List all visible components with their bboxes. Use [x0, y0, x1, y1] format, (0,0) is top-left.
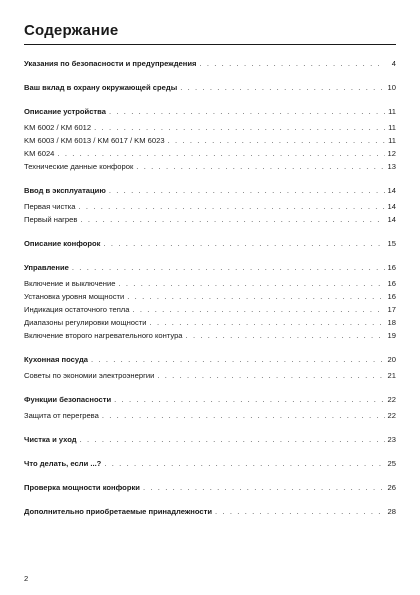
toc-entry-title: Что делать, если ...? — [24, 459, 102, 468]
toc-page-number: 26 — [387, 483, 396, 492]
toc-subentry[interactable] — [24, 329, 396, 342]
toc-page-number: 16 — [387, 263, 396, 272]
toc-entry-title: Ввод в эксплуатацию — [24, 186, 106, 195]
page-number: 2 — [24, 574, 29, 583]
toc-entry-title: KM 6002 / KM 6012 — [24, 123, 92, 132]
page-title: Содержание — [24, 22, 119, 39]
toc-section — [24, 457, 396, 470]
toc-dot-leader — [136, 160, 384, 173]
toc-subentry[interactable] — [24, 290, 396, 303]
toc-section — [24, 481, 396, 494]
title-divider — [24, 44, 396, 45]
toc-dot-leader — [114, 393, 384, 406]
toc-heading-entry[interactable] — [24, 481, 396, 494]
toc-dot-leader — [199, 57, 385, 70]
toc-subentry[interactable] — [24, 160, 396, 173]
toc-page-number: 14 — [387, 202, 396, 211]
toc-page-number: 17 — [387, 305, 396, 314]
toc-entry-title: Защита от перегрева — [24, 411, 99, 420]
toc-page-number: 25 — [387, 459, 396, 468]
toc-dot-leader — [127, 290, 384, 303]
toc-heading-entry[interactable] — [24, 457, 396, 470]
toc-heading-entry[interactable] — [24, 237, 396, 250]
toc-entry-title: Первая чистка — [24, 202, 76, 211]
toc-page-number: 22 — [387, 411, 396, 420]
toc-page-number: 10 — [387, 83, 396, 92]
toc-page-number: 14 — [387, 186, 396, 195]
toc-entry-title: Кухонная посуда — [24, 355, 88, 364]
toc-entry-title: Указания по безопасности и предупреждения — [24, 59, 197, 68]
toc-dot-leader — [180, 81, 384, 94]
toc-dot-leader — [118, 277, 384, 290]
toc-entry-title: Установка уровня мощности — [24, 292, 125, 301]
toc-dot-leader — [103, 237, 384, 250]
toc-section — [24, 433, 396, 446]
toc-entry-title: Включение и выключение — [24, 279, 116, 288]
toc-entry-title: Первый нагрев — [24, 215, 78, 224]
toc-section — [24, 237, 396, 250]
toc-subentry[interactable] — [24, 369, 396, 382]
toc-heading-entry[interactable] — [24, 261, 396, 274]
toc-entry-title: Проверка мощности конфорки — [24, 483, 140, 492]
toc-entry-title: Описание устройства — [24, 107, 106, 116]
toc-entry-title: Советы по экономии электроэнергии — [24, 371, 155, 380]
toc-page-number: 4 — [391, 59, 396, 68]
toc-dot-leader — [57, 147, 384, 160]
toc-page-number: 11 — [388, 136, 396, 145]
toc-section — [24, 261, 396, 342]
toc-dot-leader — [143, 481, 385, 494]
toc-entry-title: Технические данные конфорок — [24, 162, 134, 171]
toc-entry-title: Включение второго нагревательного контура — [24, 331, 183, 340]
toc-entry-title: KM 6003 / KM 6013 / KM 6017 / KM 6023 — [24, 136, 165, 145]
toc-heading-entry[interactable] — [24, 433, 396, 446]
toc-subentry[interactable] — [24, 277, 396, 290]
toc-dot-leader — [102, 409, 385, 422]
toc-heading-entry[interactable] — [24, 81, 396, 94]
toc-heading-entry[interactable] — [24, 105, 396, 118]
toc-entry-title: KM 6024 — [24, 149, 55, 158]
toc-section — [24, 57, 396, 70]
toc-dot-leader — [78, 200, 384, 213]
toc-dot-leader — [104, 457, 384, 470]
toc-subentry[interactable] — [24, 147, 396, 160]
toc-subentry[interactable] — [24, 213, 396, 226]
toc-subentry[interactable] — [24, 200, 396, 213]
toc-page-number: 23 — [387, 435, 396, 444]
toc-dot-leader — [132, 303, 384, 316]
toc-dot-leader — [215, 505, 385, 518]
toc-entry-title: Описание конфорок — [24, 239, 101, 248]
toc-subentry[interactable] — [24, 134, 396, 147]
toc-page-number: 16 — [387, 279, 396, 288]
toc-page-number: 15 — [387, 239, 396, 248]
toc-heading-entry[interactable] — [24, 505, 396, 518]
toc-entry-title: Дополнительно приобретаемые принадлежности — [24, 507, 213, 516]
toc-section — [24, 505, 396, 518]
toc-dot-leader — [109, 184, 385, 197]
toc-dot-leader — [80, 213, 384, 226]
toc-entry-title: Ваш вклад в охрану окружающей среды — [24, 83, 178, 92]
toc-section — [24, 81, 396, 94]
toc-section — [24, 105, 396, 173]
toc-section — [24, 184, 396, 226]
toc-page-number: 18 — [387, 318, 396, 327]
toc-page-number: 22 — [387, 395, 396, 404]
toc-page-number: 14 — [387, 215, 396, 224]
toc-page-number: 16 — [387, 292, 396, 301]
toc-section — [24, 393, 396, 422]
toc-dot-leader — [72, 261, 385, 274]
toc-dot-leader — [186, 329, 385, 342]
toc-page-number: 21 — [387, 371, 396, 380]
toc-entry-title: Диапазоны регулировки мощности — [24, 318, 147, 327]
toc-heading-entry[interactable] — [24, 393, 396, 406]
toc-page-number: 19 — [387, 331, 396, 340]
toc-dot-leader — [168, 134, 385, 147]
toc-heading-entry[interactable] — [24, 57, 396, 70]
toc-heading-entry[interactable] — [24, 184, 396, 197]
toc-page-number: 20 — [387, 355, 396, 364]
toc-subentry[interactable] — [24, 121, 396, 134]
toc-dot-leader — [157, 369, 384, 382]
toc-page-number: 11 — [388, 123, 396, 132]
toc-dot-leader — [94, 121, 385, 134]
toc-page-number: 13 — [387, 162, 396, 171]
toc-dot-leader — [150, 316, 385, 329]
toc-page-number: 28 — [387, 507, 396, 516]
toc-entry-title: Функции безопасности — [24, 395, 112, 404]
table-of-contents — [24, 57, 396, 529]
toc-entry-title: Чистка и уход — [24, 435, 77, 444]
toc-heading-entry[interactable] — [24, 353, 396, 366]
toc-section — [24, 353, 396, 382]
toc-subentry[interactable] — [24, 303, 396, 316]
toc-subentry[interactable] — [24, 409, 396, 422]
toc-entry-title: Индикация остаточного тепла — [24, 305, 130, 314]
toc-entry-title: Управление — [24, 263, 69, 272]
toc-dot-leader — [91, 353, 385, 366]
toc-dot-leader — [109, 105, 385, 118]
toc-dot-leader — [80, 433, 385, 446]
toc-page-number: 11 — [388, 107, 396, 116]
toc-page-number: 12 — [387, 149, 396, 158]
toc-subentry[interactable] — [24, 316, 396, 329]
